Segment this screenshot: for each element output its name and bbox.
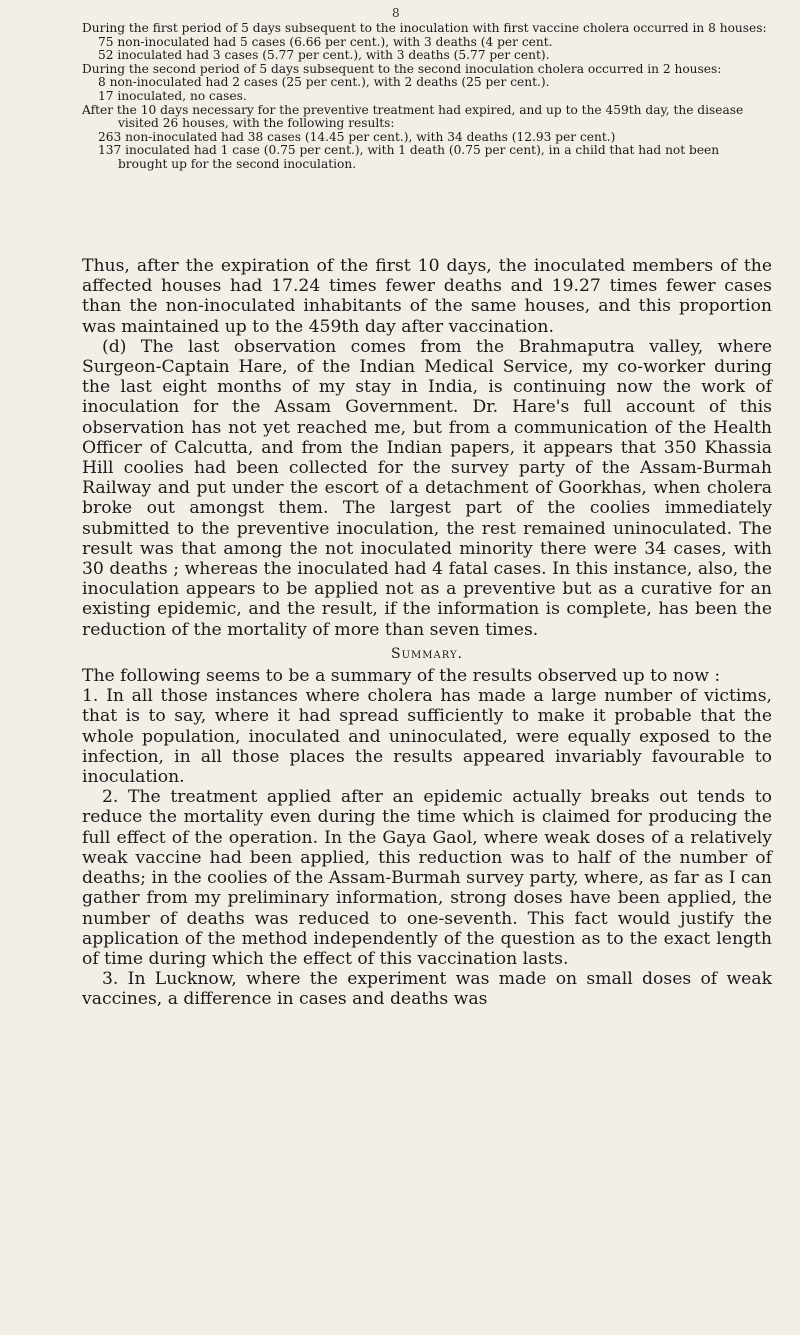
note-inoculated-second: 17 inoculated, no cases. — [98, 88, 247, 103]
paragraph-brahmaputra: (d) The last observation comes from the Brahmaputra valley, where Surgeon-Captain Hare, of the Indian Medical Service, my co-worker during the last eight months of my stay in India, is continuing now the work of inoculation for the Assam Government. Dr. Hare's full account of this observation has not yet reached me, but from a communication of the Health Officer of Calcutta, and from the Indian papers, it appears that 350 Khassia Hill coolies had been collected for the survey party of the Assam-Burmah Railway and put under the escort of a detachment of Goorkhas, when cholera broke out amongst them. The largest part of the coolies immediately submitted to the preventive inoculation, the rest remained uninoculated. The result was that among the not inoculated minority there were 34 cases, with 30 deaths ; whereas the inoculated had 4 fatal cases. In this instance, also, the inoculation appears to be applied not as a preventive but as a curative for an existing epidemic, and the result, if the information is complete, has been the reduction of the mortality of more than seven times. — [82, 336, 772, 640]
statistics-notes — [82, 22, 772, 172]
paragraph-thus: Thus, after the expiration of the first 10 days, the inoculated members of the affected houses had 17.24 times fewer deaths and 19.27 times fewer cases than the non-inoculated inhabitants of the same houses, and this proportion was maintained up to the 459th day after vaccination. — [82, 256, 772, 337]
paragraph-summary-intro: The following seems to be a summary of the results observed up to now : — [82, 666, 721, 687]
paragraph-point-3: 3. In Lucknow, where the experiment was made on small doses of weak vaccines, a difference in cases and deaths was — [82, 969, 772, 1010]
note-second-period: During the second period of 5 days subsequent to the second inoculation cholera occurred in 2 houses: — [82, 61, 722, 76]
paragraph-point-2: 2. The treatment applied after an epidemic actually breaks out tends to reduce the mortality even during the time which is claimed for producing the full effect of the operation. In the Gaya Gaol, where weak doses of a relatively weak vaccine had been applied, this reduction was to half of the number of deaths; in the coolies of the Assam-Burmah survey party, where, as far as I can gather from my preliminary information, strong doses have been applied, the number of deaths was reduced to one-seventh. This fact would justify the application of the method independently of the question as to the exact length of time during which the effect of this vaccination lasts. — [82, 787, 772, 969]
page-number: 8 — [392, 6, 400, 20]
note-after-ten-days: After the 10 days necessary for the preventive treatment had expired, and up to the 459th day, the disease visited 26 houses, with the following results: — [82, 102, 744, 131]
note-non-inoculated-second: 8 non-inoculated had 2 cases (25 per cent.), with 2 deaths (25 per cent.). — [98, 75, 550, 90]
note-first-period: During the first period of 5 days subsequent to the inoculation with first vaccine cholera occurred in 8 houses: — [82, 21, 767, 35]
note-non-inoculated-later: 263 non-inoculated had 38 cases (14.45 per cent.), with 34 deaths (12.93 per cent.) — [98, 129, 616, 144]
paragraph-point-1: 1. In all those instances where cholera has made a large number of victims, that is to say, where it had spread sufficiently to make it probable that the whole population, inoculated and uninoculated, were equally exposed to the infection, in all those places the results appeared invariably favourable to inoculation. — [82, 686, 772, 788]
body-text — [82, 256, 772, 1010]
note-inoculated-later: 137 inoculated had 1 case (0.75 per cent.), with 1 death (0.75 per cent), in a child that had not been brought up for the second inoculation. — [98, 143, 720, 171]
section-heading-summary: Summary. — [391, 645, 463, 662]
note-non-inoculated-first: 75 non-inoculated had 5 cases (6.66 per cent.), with 3 deaths (4 per cent. — [98, 34, 553, 49]
note-inoculated-first: 52 inoculated had 3 cases (5.77 per cent.), with 3 deaths (5.77 per cent). — [98, 48, 550, 63]
